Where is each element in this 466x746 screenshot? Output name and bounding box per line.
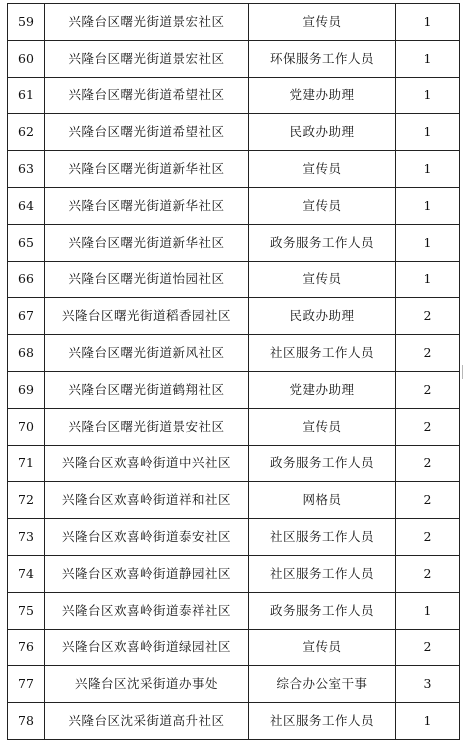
row-number-cell: 68 xyxy=(8,335,45,372)
table-row xyxy=(8,187,460,224)
position-cell: 宣传员 xyxy=(249,408,396,445)
table-row xyxy=(8,298,460,335)
hiring-count-cell: 1 xyxy=(396,4,460,41)
unit-name-cell: 兴隆台区曙光街道鹤翔社区 xyxy=(45,371,249,408)
position-cell: 宣传员 xyxy=(249,629,396,666)
unit-name-cell: 兴隆台区曙光街道新风社区 xyxy=(45,335,249,372)
unit-name-cell: 兴隆台区曙光街道新华社区 xyxy=(45,187,249,224)
table-row xyxy=(8,40,460,77)
hiring-count-cell: 2 xyxy=(396,408,460,445)
unit-name-cell: 兴隆台区曙光街道稻香园社区 xyxy=(45,298,249,335)
table-row xyxy=(8,445,460,482)
row-number-cell: 66 xyxy=(8,261,45,298)
position-cell: 社区服务工作人员 xyxy=(249,519,396,556)
row-number-cell: 60 xyxy=(8,40,45,77)
table-row xyxy=(8,482,460,519)
table-row xyxy=(8,555,460,592)
table-row xyxy=(8,4,460,41)
row-number-cell: 72 xyxy=(8,482,45,519)
hiring-count-cell: 2 xyxy=(396,482,460,519)
position-cell: 宣传员 xyxy=(249,261,396,298)
unit-name-cell: 兴隆台区曙光街道新华社区 xyxy=(45,224,249,261)
table-row xyxy=(8,114,460,151)
unit-name-cell: 兴隆台区曙光街道景宏社区 xyxy=(45,40,249,77)
unit-name-cell: 兴隆台区欢喜岭街道中兴社区 xyxy=(45,445,249,482)
position-cell: 宣传员 xyxy=(249,4,396,41)
unit-name-cell: 兴隆台区沈采街道办事处 xyxy=(45,666,249,703)
unit-name-cell: 兴隆台区欢喜岭街道静园社区 xyxy=(45,555,249,592)
hiring-count-cell: 1 xyxy=(396,114,460,151)
unit-name-cell: 兴隆台区欢喜岭街道绿园社区 xyxy=(45,629,249,666)
unit-name-cell: 兴隆台区欢喜岭街道祥和社区 xyxy=(45,482,249,519)
row-number-cell: 64 xyxy=(8,187,45,224)
row-number-cell: 67 xyxy=(8,298,45,335)
hiring-count-cell: 1 xyxy=(396,261,460,298)
hiring-count-cell: 2 xyxy=(396,445,460,482)
hiring-count-cell: 1 xyxy=(396,224,460,261)
hiring-count-cell: 1 xyxy=(396,187,460,224)
table-row xyxy=(8,335,460,372)
row-number-cell: 59 xyxy=(8,4,45,41)
unit-name-cell: 兴隆台区曙光街道希望社区 xyxy=(45,77,249,114)
table-row xyxy=(8,592,460,629)
row-number-cell: 75 xyxy=(8,592,45,629)
hiring-count-cell: 1 xyxy=(396,151,460,188)
hiring-count-cell: 1 xyxy=(396,40,460,77)
table-row xyxy=(8,151,460,188)
position-cell: 政务服务工作人员 xyxy=(249,445,396,482)
position-cell: 网格员 xyxy=(249,482,396,519)
row-number-cell: 73 xyxy=(8,519,45,556)
table-row xyxy=(8,703,460,740)
position-cell: 民政办助理 xyxy=(249,298,396,335)
hiring-count-cell: 2 xyxy=(396,298,460,335)
position-cell: 政务服务工作人员 xyxy=(249,224,396,261)
position-cell: 政务服务工作人员 xyxy=(249,592,396,629)
position-cell: 社区服务工作人员 xyxy=(249,555,396,592)
position-cell: 宣传员 xyxy=(249,187,396,224)
hiring-count-cell: 2 xyxy=(396,335,460,372)
row-number-cell: 69 xyxy=(8,371,45,408)
position-cell: 社区服务工作人员 xyxy=(249,335,396,372)
row-number-cell: 65 xyxy=(8,224,45,261)
position-cell: 党建办助理 xyxy=(249,77,396,114)
unit-name-cell: 兴隆台区曙光街道景宏社区 xyxy=(45,4,249,41)
table-row xyxy=(8,629,460,666)
row-number-cell: 77 xyxy=(8,666,45,703)
table-row xyxy=(8,371,460,408)
unit-name-cell: 兴隆台区欢喜岭街道泰安社区 xyxy=(45,519,249,556)
row-number-cell: 63 xyxy=(8,151,45,188)
hiring-count-cell: 1 xyxy=(396,592,460,629)
table-row xyxy=(8,666,460,703)
row-number-cell: 70 xyxy=(8,408,45,445)
unit-name-cell: 兴隆台区沈采街道高升社区 xyxy=(45,703,249,740)
hiring-count-cell: 3 xyxy=(396,666,460,703)
position-cell: 民政办助理 xyxy=(249,114,396,151)
recruitment-table xyxy=(7,3,460,740)
position-cell: 综合办公室干事 xyxy=(249,666,396,703)
hiring-count-cell: 1 xyxy=(396,77,460,114)
row-number-cell: 71 xyxy=(8,445,45,482)
row-number-cell: 61 xyxy=(8,77,45,114)
hiring-count-cell: 1 xyxy=(396,703,460,740)
table-row xyxy=(8,77,460,114)
row-number-cell: 76 xyxy=(8,629,45,666)
position-cell: 宣传员 xyxy=(249,151,396,188)
table-body xyxy=(8,4,460,740)
row-number-cell: 78 xyxy=(8,703,45,740)
hiring-count-cell: 2 xyxy=(396,371,460,408)
table-row xyxy=(8,224,460,261)
row-number-cell: 62 xyxy=(8,114,45,151)
position-cell: 党建办助理 xyxy=(249,371,396,408)
hiring-count-cell: 2 xyxy=(396,629,460,666)
unit-name-cell: 兴隆台区曙光街道景安社区 xyxy=(45,408,249,445)
hiring-count-cell: 2 xyxy=(396,519,460,556)
unit-name-cell: 兴隆台区曙光街道希望社区 xyxy=(45,114,249,151)
table-row xyxy=(8,408,460,445)
hiring-count-cell: 2 xyxy=(396,555,460,592)
position-cell: 社区服务工作人员 xyxy=(249,703,396,740)
unit-name-cell: 兴隆台区曙光街道新华社区 xyxy=(45,151,249,188)
position-cell: 环保服务工作人员 xyxy=(249,40,396,77)
unit-name-cell: 兴隆台区曙光街道怡园社区 xyxy=(45,261,249,298)
table-row xyxy=(8,261,460,298)
table-row xyxy=(8,519,460,556)
page-edge-mark xyxy=(462,365,466,379)
row-number-cell: 74 xyxy=(8,555,45,592)
unit-name-cell: 兴隆台区欢喜岭街道泰祥社区 xyxy=(45,592,249,629)
